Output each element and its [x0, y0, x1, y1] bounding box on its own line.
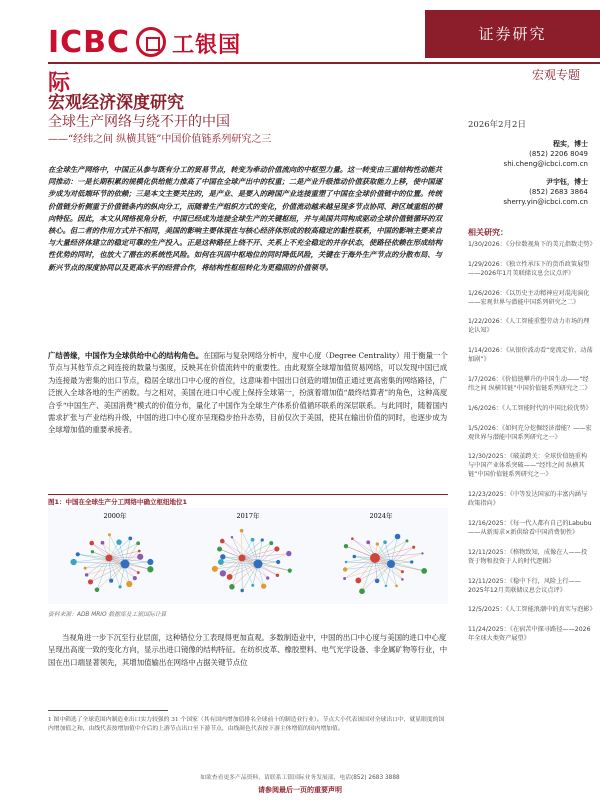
network-node [385, 585, 387, 587]
network-node [137, 571, 140, 574]
network-edge [362, 564, 391, 591]
network-node [70, 559, 76, 565]
logo-text-cn: 工银国际 [48, 33, 242, 96]
author: 尹宇钰，博士 (852) 2683 3864 sherry.yin@icbci.com.cn [468, 177, 588, 207]
body-paragraph-1: 广结善缘，中国作为全球供给中心的结构角色。在国际与复杂网络分析中，度中心度（Degree Centrality）用于衡量一个节点与其他节点之间连接的数量与强度，反映其在价值流转中的重要性。由此观察全球增加值贸易网络，可以发现中国已成为连接最为密集的出口节点，稳居全球出口中心度的首位，这意味着中国出口创造的增加值正通过更高密集的网络路径，广泛嵌入全球各地的生产函数。与之相对，美国在进口中心度上保持全球第一，扮演着增加值“最终结算者”的角色，这种高度合乎“中国生产、美国消费”模式的价值分布，量化了中国作为全球生产体系价值循环联系的深层联系。与此同时，随着国内需求扩张与产业结构升级，中国的进口中心度亦呈现稳步抬升态势，目前仅次于美国，使其在输出价值的同时，也逐步成为全球增加值的重要承接者。 [48, 351, 448, 435]
related-item[interactable]: 12/30/2025：《破茧跨关：全球价值链重构与中国产业体系突破——“经纬之间 纵横其链”中国价值链系列研究之一》 [468, 453, 588, 479]
network-node [84, 567, 87, 570]
network-hub-node [106, 555, 113, 562]
network-node [410, 560, 413, 563]
network-node [274, 546, 279, 551]
network-node [276, 574, 279, 577]
panel-label: 2024年 [369, 512, 393, 520]
executive-summary: 在全球生产网络中，中国正从参与既有分工的贸易节点，转变为牵动价值流向的中枢型力量。这一转变由三重结构性动能共同推动：一是长期积累的规模化供给能力推高了中国在全球产出中的权重；二是产业升级推动价值获取能力上移，使中国逐步成为对低端环节的依赖；三是本文主要关注的，是产业、是要入的跨国产业连接重塑了中国在全球价值链中的位置。传统价值链分析侧重于价值链条内的纵向分工，而随着生产组织方式的变化，价值流动越来越呈现多节点协同、跨区域重组的横向特征。因此，本文从网络视角分析，中国已经成为连接全球生产的关键枢纽，并与美国共同构成驱动全球价值链循环的双核心。但二者的作用方式并不相同，美国的影响主要体现在与核心经济体形成的较高稳定的黏性联系，中国的影响主要来自与大量经济体建立的稳定可靠的生产投入。正是这种路径上绕不开、关系上不充全稳定的并存状态，使路径依赖在形成结构性优势的同时，也放大了潜在的系统性风险。如何在巩固中枢地位的同时降低风险，关键在于海外生产节点的分散布局、与新兴节点的深度协同以及更高水平的经营合作，将结构性枢纽转化为更稳固的价值领导。 [48, 165, 443, 272]
icbc-seal-icon [136, 27, 166, 57]
network-node [421, 552, 423, 554]
network-node [353, 555, 357, 559]
network-node [220, 539, 225, 544]
report-type-label: 证券研究 [478, 25, 547, 43]
network-node [231, 536, 233, 538]
related-item[interactable]: 1/29/2026：《独立性承压下的货币政策展望——2026年1月美联储议息会议点评》 [468, 260, 590, 277]
author: 程实，博士 (852) 2206 8049 shi.cheng@icbci.com.cn [468, 139, 588, 169]
related-item[interactable]: 12/23/2025：《中等发达国家的丰富内涵与政策指向》 [468, 491, 588, 508]
network-node [344, 544, 348, 548]
network-node [128, 537, 132, 541]
network-node [401, 570, 404, 573]
network-node [220, 570, 226, 576]
network-hub-node [387, 560, 395, 568]
network-node [137, 554, 143, 560]
report-title: 宏观经济深度研究 [48, 93, 184, 113]
company-logo [48, 22, 258, 96]
related-item[interactable]: 1/7/2026：《价值链攀升的中国生动——“经纬之间 纵横其链”中国价值链系列研究之二》 [468, 375, 591, 392]
network-node [395, 585, 398, 588]
network-node [261, 583, 266, 588]
report-series-line: ——“经纬之间 纵横其链”中国价值链系列研究之三 [48, 134, 272, 145]
related-item[interactable]: 1/6/2026：《人工智能时代的中国比较优势》 [468, 404, 592, 412]
related-item[interactable]: 12/11/2025：《稳中下行，风险上行——2025年12月美联储议息会议点评》 [468, 577, 581, 594]
disclaimer-link[interactable]: 请参阅最后一页的重要声明 [258, 786, 342, 794]
network-edge [102, 543, 125, 564]
related-item[interactable]: 1/26/2026：《以历史主动精神应对混沌演化——宏观世界与潜能中国系列研究之二》 [468, 289, 590, 306]
network-node [89, 541, 94, 546]
footnote-divider [48, 710, 168, 711]
network-node [421, 568, 427, 574]
network-edge [222, 541, 242, 558]
related-item[interactable]: 12/11/2025：《格物致知，成像在人——投资于物和投资于人的时代逻辑》 [468, 548, 588, 565]
related-item[interactable]: 12/16/2025：《每一代人都有自己的Labubu——从新需求×新供给看中国消费韧性》 [468, 519, 592, 536]
network-node [355, 578, 361, 584]
network-node [405, 539, 408, 542]
network-node [376, 542, 379, 545]
network-node [138, 550, 141, 553]
network-node [351, 537, 354, 540]
network-edge [97, 558, 109, 590]
report-series: 宏观专题 [531, 68, 580, 82]
network-edge [109, 558, 150, 562]
network-node [343, 577, 346, 580]
network-hub-node [121, 560, 130, 569]
network-node [269, 541, 273, 545]
network-node [147, 566, 153, 572]
related-item[interactable]: 1/5/2026：《如何充分挖掘经济潜能？——宏观世界与潜能中国系列研究之一》 [468, 424, 592, 441]
network-node [240, 529, 244, 533]
network-graphs [48, 508, 448, 604]
network-node [101, 541, 105, 545]
network-edge [375, 558, 424, 571]
network-node [288, 569, 292, 573]
network-node [85, 573, 89, 577]
network-node [345, 561, 348, 564]
network-node [227, 574, 233, 580]
network-node [366, 540, 370, 544]
network-node [251, 584, 254, 587]
panel-label: 2000年 [103, 512, 127, 520]
network-edge [109, 543, 138, 558]
network-node [276, 560, 280, 564]
network-edge [242, 564, 258, 591]
network-edge [346, 546, 391, 564]
network-node [383, 540, 387, 544]
related-research-title: 相关研究： [468, 228, 508, 237]
report-date: 2026年2月2日 [468, 120, 526, 130]
network-node [133, 576, 137, 580]
network-node [286, 551, 291, 556]
network-figure [48, 508, 448, 604]
author-email[interactable]: sherry.yin@icbci.com.cn [503, 198, 588, 206]
network-node [76, 552, 80, 556]
network-node [261, 538, 264, 541]
network-node [343, 567, 347, 571]
network-edge [90, 564, 125, 582]
network-node [88, 579, 93, 584]
network-node [375, 579, 380, 584]
network-hub-node [239, 555, 246, 562]
network-node [126, 581, 132, 587]
network-edge [258, 564, 290, 571]
network-node [119, 585, 122, 588]
report-type-badge [425, 10, 600, 58]
network-node [266, 576, 269, 579]
network-node [212, 566, 218, 572]
network-node [116, 539, 121, 544]
network-edge [74, 558, 109, 562]
network-node [91, 550, 94, 553]
author-email[interactable]: shi.cheng@icbci.com.cn [503, 160, 588, 168]
network-edge [345, 558, 375, 578]
report-subtitle: 全球生产网络与绕不开的中国 [48, 114, 230, 130]
network-node [108, 533, 111, 536]
related-item[interactable]: 1/14/2026：《从银价波动看“宽流定价、动荡加剧”》 [468, 347, 593, 364]
network-edge [232, 537, 258, 564]
related-research-list [468, 240, 596, 654]
header-divider [48, 62, 600, 64]
footnote: 1 图中筛选了全球范围内制造业出口实力较强的 31 个国家（其有国内增加值排名全球前十的制造业行业）。节点大小代表该国对全球出口中，就显眼度的国内增加值之和，由线代表按增加值中介后的上游节点出口至下游节点，由线颜色代表按下游主体增值的国内增加值。 [48, 717, 445, 732]
body-paragraph-2: 当视角进一步下沉至行业层面，这种错位分工表现得更加直观。多数制造业中，中国的出口中心度与美国的进口中心度呈现出高度一致的变化方向，显示出进口镜像的结构特征。在纺织皮革、橡胶塑料、电气光学设备、非金属矿物等行业，中国在出口端显著领先，其增加值输出在网络中占据关键节点位 [48, 633, 448, 667]
network-node [147, 559, 153, 565]
network-node [217, 547, 222, 552]
network-node [229, 584, 234, 589]
network-node [240, 589, 243, 592]
related-item[interactable]: 11/24/2025：《在宿苦中探寻路径——2026年全球大类资产展望》 [468, 626, 591, 643]
figure-source: 资料来源：ADB MRIO 数据库及工银国际计算 [48, 612, 167, 618]
network-node [251, 538, 255, 542]
related-item[interactable]: 12/5/2025：《人工智能浪潮中的真实与泡影》 [468, 606, 596, 614]
network-node [395, 534, 401, 540]
contact-line: 如欲查看更多产品资料，请联系工银国际业务发展部，电话(852) 2683 3888 [200, 775, 400, 781]
network-node [359, 588, 365, 594]
network-node [136, 541, 140, 545]
network-node [220, 554, 225, 559]
network-hub-node [254, 560, 263, 569]
network-node [218, 559, 224, 565]
paragraph-lead: 广结善缘，中国作为全球供给中心的结构角色。 [48, 351, 204, 360]
related-item[interactable]: 1/22/2026：《人工智能重塑劳动力市场的理论认知》 [468, 318, 590, 335]
network-hub-node [370, 553, 380, 563]
network-edge [85, 564, 125, 568]
network-node [401, 578, 404, 581]
related-item[interactable]: 1/30/2026：《分位数视角下的美元指数走势》 [468, 241, 596, 248]
figure-title: 图1：中国在全球生产分工网络中确立枢纽地位1 [48, 494, 448, 506]
network-node [412, 546, 415, 549]
panel-label: 2017年 [236, 512, 260, 520]
logo-text-en: ICBC [48, 25, 131, 60]
network-node [95, 587, 100, 592]
authors-block [468, 139, 588, 207]
network-node [109, 579, 113, 583]
